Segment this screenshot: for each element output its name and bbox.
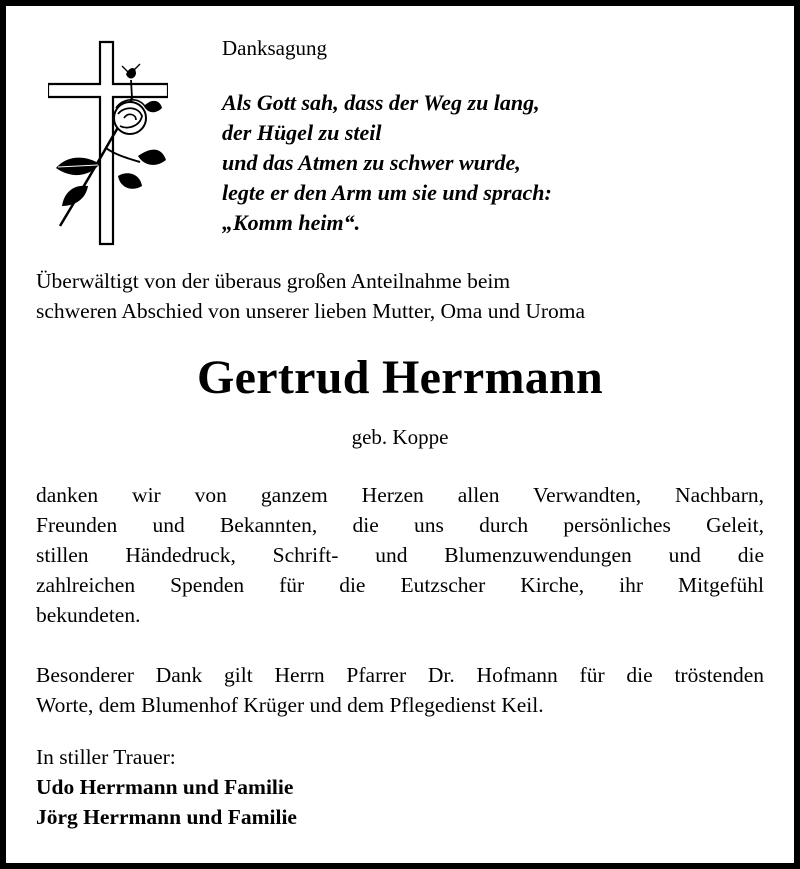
signoff [36,742,297,832]
notice-heading: Danksagung [222,36,327,60]
poem [222,88,552,238]
paragraph-line: Worte, dem Blumenhof Krüger und dem Pflegedienst Keil. [36,693,544,717]
poem-line: Als Gott sah, dass der Weg zu lang, [222,90,540,115]
poem-line: der Hügel zu steil [222,120,382,145]
intro-line: Überwältigt von der überaus großen Anteilnahme beim [36,269,511,293]
paragraph-line: stillen Händedruck, Schrift- und Blumenzuwendungen und die [36,543,764,567]
intro-text [36,266,771,326]
paragraph-line: bekundeten. [36,603,141,627]
deceased-name: Gertrud Herrmann [196,351,604,404]
poem-line: „Komm heim“. [222,210,361,235]
paragraph-line: danken wir von ganzem Herzen allen Verwandten, Nachbarn, [36,483,764,507]
birth-name: geb. Koppe [351,425,449,449]
paragraph-line: Besonderer Dank gilt Herrn Pfarrer Dr. Hofmann für die tröstenden [36,663,764,687]
signatory: Udo Herrmann und Familie [36,775,294,799]
intro-line: schweren Abschied von unserer lieben Mutter, Oma und Uroma [36,299,586,323]
poem-line: legte er den Arm um sie und sprach: [222,180,552,205]
special-thanks-paragraph [36,660,764,720]
signatory: Jörg Herrmann und Familie [36,805,297,829]
paragraph-line: zahlreichen Spenden für die Eutzscher Kirche, ihr Mitgefühl [36,573,764,597]
cross-with-rose-icon [48,36,168,251]
mourning-label: In stiller Trauer: [36,745,176,769]
thanks-paragraph [36,480,764,630]
paragraph-line: Freunden und Bekannten, die uns durch persönliches Geleit, [36,513,764,537]
poem-line: und das Atmen zu schwer wurde, [222,150,521,175]
